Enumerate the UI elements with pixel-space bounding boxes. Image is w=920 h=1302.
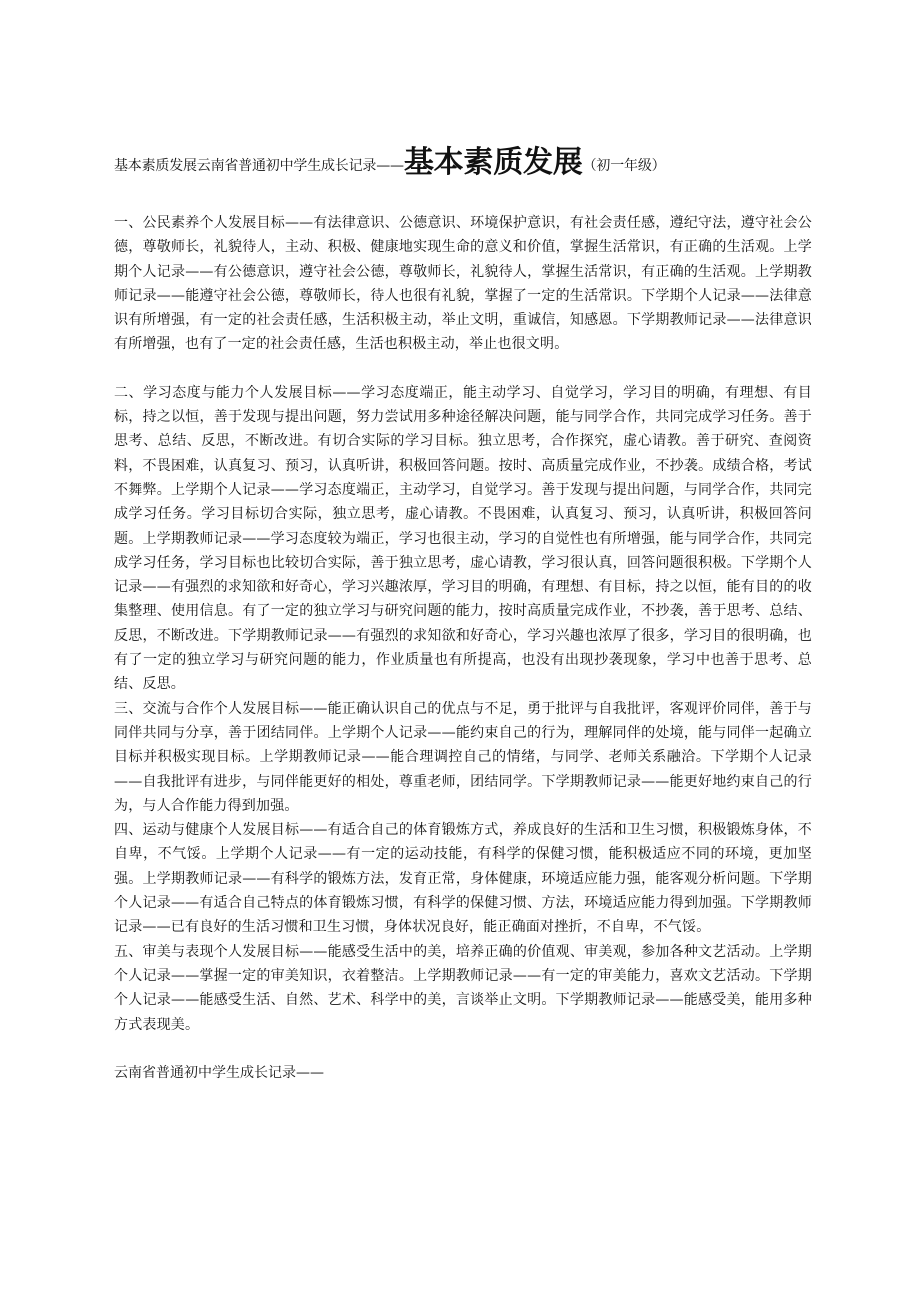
title-grade: （初一年级）: [582, 158, 666, 174]
section-sports-health: 四、运动与健康个人发展目标——有适合自己的体育锻炼方式，养成良好的生活和卫生习惯，积极锻炼身体，不自卑，不气馁。上学期个人记录——有一定的运动技能，有科学的保健习惯，能积极适应不同的环境，更加坚强。上学期教师记录——有科学的锻炼方法，发育正常，身体健康，环境适应能力强，能客观分析问题。下学期个人记录——有适合自己特点的体育锻炼习惯，有科学的保健习惯、方法，环境适应能力得到加强。下学期教师记录——已有良好的生活习惯和卫生习惯，身体状况良好，能正确面对挫折，不自卑，不气馁。: [114, 822, 812, 936]
document-footer: 云南省普通初中学生成长记录——: [114, 1064, 324, 1081]
document-page: [114, 142, 812, 1099]
section-civic-literacy: 一、公民素养个人发展目标——有法律意识、公德意识、环境保护意识，有社会责任感，遵纪守法，遵守社会公德，尊敬师长，礼貌待人，主动、积极、健康地实现生命的意义和价值，掌握生活常识，有正确的生活观。上学期个人记录——有公德意识，遵守社会公德，尊敬师长，礼貌待人，掌握生活常识，有正确的生活观。上学期教师记录——能遵守社会公德，尊敬师长，待人也很有礼貌，掌握了一定的生活常识。下学期个人记录——法律意识有所增强，有一定的社会责任感，生活积极主动，举止文明，重诚信，知感恩。下学期教师记录——法律意识有所增强，也有了一定的社会责任感，生活也积极主动，举止也很文明。: [114, 215, 812, 353]
section-aesthetics-expression: 五、审美与表现个人发展目标——能感受生活中的美，培养正确的价值观、审美观，参加各种文艺活动。上学期个人记录——掌握一定的审美知识，衣着整洁。上学期教师记录——有一定的审美能力，喜欢文艺活动。下学期个人记录——能感受生活、自然、艺术、科学中的美，言谈举止文明。下学期教师记录——能感受美，能用多种方式表现美。: [114, 943, 812, 1033]
title-main: 基本素质发展: [403, 145, 583, 180]
section-learning-attitude: 二、学习态度与能力个人发展目标——学习态度端正，能主动学习、自觉学习，学习目的明确，有理想、有目标，持之以恒，善于发现与提出问题，努力尝试用多种途径解决问题，能与同学合作，共同完成学习任务。善于思考、总结、反思，不断改进。有切合实际的学习目标。独立思考，合作探究，虚心请教。善于研究、查阅资料，不畏困难，认真复习、预习，认真听讲，积极回答问题。按时、高质量完成作业，不抄袭。成绩合格，考试不舞弊。上学期个人记录——学习态度端正，主动学习，自觉学习。善于发现与提出问题，与同学合作，共同完成学习任务。学习目标切合实际，独立思考，虚心请教。不畏困难，认真复习、预习，认真听讲，积极回答问题。上学期教师记录——学习态度较为端正，学习也很主动，学习的自觉性也有所增强，能与同学合作，共同完成学习任务，学习目标也比较切合实际，善于独立思考，虚心请教，学习很认真，回答问题很积极。下学期个人记录——有强烈的求知欲和好奇心，学习兴趣浓厚，学习目的明确，有理想、有目标，持之以恒，能有目的的收集整理、使用信息。有了一定的独立学习与研究问题的能力，按时高质量完成作业，不抄袭，善于思考、总结、反思，不断改进。下学期教师记录——有强烈的求知欲和好奇心，学习兴趣也浓厚了很多，学习目的很明确，也有了一定的独立学习与研究问题的能力，作业质量也有所提高，也没有出现抄袭现象，学习中也善于思考、总结、反思。: [114, 384, 812, 693]
section-communication-cooperation: 三、交流与合作个人发展目标——能正确认识自己的优点与不足，勇于批评与自我批评，客观评价同伴，善于与同伴共同与分享，善于团结同伴。上学期个人记录——能约束自己的行为，理解同伴的处境，能与同伴一起确立目标并积极实现目标。上学期教师记录——能合理调控自己的情绪，与同学、老师关系融洽。下学期个人记录——自我批评有进步，与同伴能更好的相处，尊重老师，团结同学。下学期教师记录——能更好地约束自己的行为，与人合作能力得到加强。: [114, 700, 812, 814]
title-prefix: 基本素质发展云南省普通初中学生成长记录——: [114, 158, 404, 174]
document-title: [114, 142, 812, 187]
